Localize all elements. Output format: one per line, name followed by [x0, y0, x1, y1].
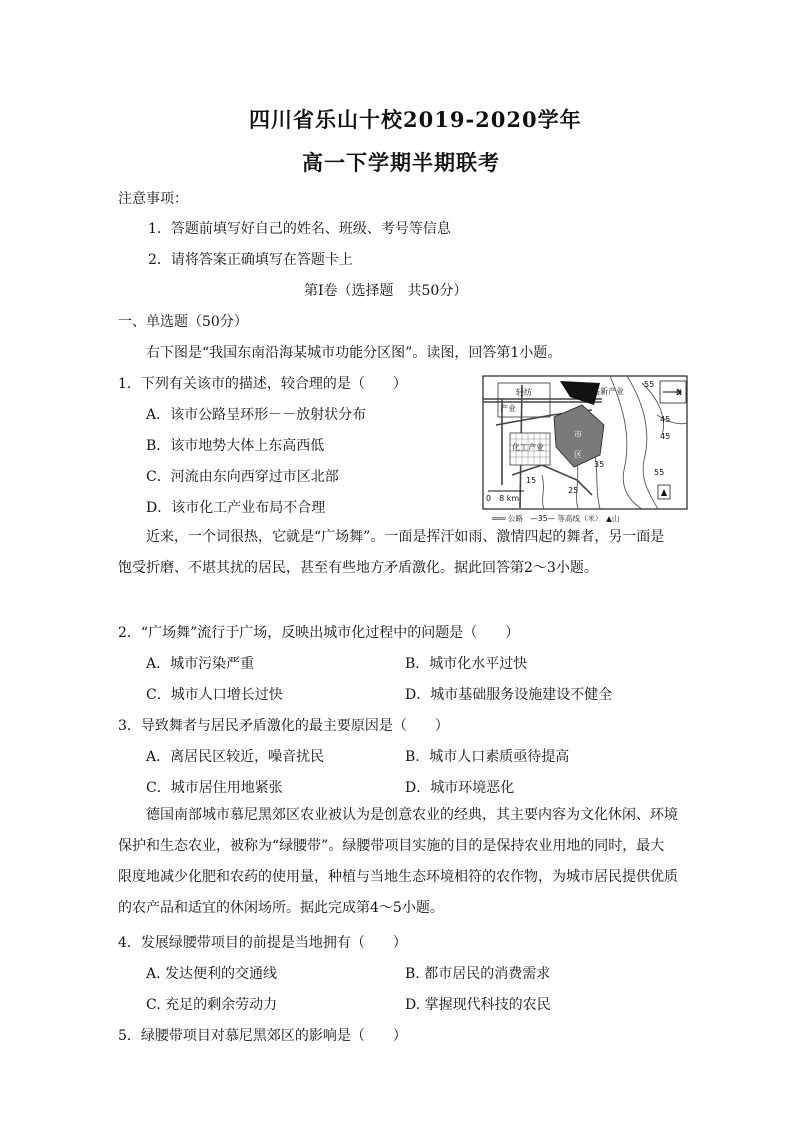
question-2-option-a: A．城市污染严重: [146, 656, 255, 672]
question-3-option-d: D．城市环境恶化: [405, 780, 515, 796]
question-1-option-a: A．该市公路呈环形－－放射状分布: [146, 407, 367, 423]
notice-heading: 注意事项：: [118, 191, 188, 207]
map-label-textile: 轻纺: [516, 388, 532, 397]
contour-label-55-top: 55: [644, 380, 655, 389]
question-1-option-b: B．该市地势大体上东高西低: [146, 438, 325, 454]
question-2-option-b: B．城市化水平过快: [405, 656, 528, 672]
question-2-option-c: C．城市人口增长过快: [146, 687, 283, 703]
notice-item-1: 1．答题前填写好自己的姓名、班级、考号等信息: [148, 221, 451, 237]
question-4-option-c: C. 充足的剩余劳动力: [146, 997, 278, 1013]
volume-title: 第Ⅰ卷（选择题 共50分）: [304, 283, 468, 299]
question-1-option-c: C．河流由东向西穿过市区北部: [146, 469, 339, 485]
question-3-option-c: C．城市居住用地紧张: [146, 780, 283, 796]
question-4-option-a: A. 发达便利的交通线: [146, 966, 278, 982]
map-label-hightech: 高新产业: [592, 387, 624, 396]
question-2-stem: 2．“广场舞”流行于广场，反映出城市化过程中的问题是（ ）: [118, 625, 520, 641]
map-label-north: N: [676, 388, 682, 397]
map-label-industry: 产业: [500, 404, 516, 413]
map-label-urban-1: 市: [574, 430, 582, 439]
map-label-chemical: 化工产业: [512, 443, 544, 452]
question-1-stem: 1．下列有关该市的描述，较合理的是（ ）: [118, 376, 407, 392]
question-4-stem: 4．发展绿腰带项目的前提是当地拥有（ ）: [118, 935, 407, 951]
question-2-option-d: D．城市基础服务设施建设不健全: [405, 687, 613, 703]
map-label-urban-2: 区: [574, 450, 582, 459]
contour-label-55-right: 55: [654, 468, 665, 477]
question-4-option-d: D. 掌握现代科技的农民: [405, 997, 551, 1013]
contour-label-15: 15: [526, 476, 537, 485]
exam-title-line1: 四川省乐山十校2019-2020学年: [249, 107, 582, 132]
contour-label-35: 35: [594, 460, 605, 469]
contour-label-45-a: 45: [660, 415, 671, 424]
intro-paragraph-2: [118, 522, 678, 584]
map-legend: ═══ 公路 —35— 等高线（米） ▲山: [492, 514, 620, 523]
section-title: 一、单选题（50分）: [118, 314, 248, 330]
notice-item-2: 2．请将答案正确填写在答题卡上: [148, 252, 353, 268]
intro-paragraph-2-text: 近来，一个词很热，它就是“广场舞”。一面是挥汗如雨、激情四起的舞者，另一面是饱受折磨、不堪其扰的居民，甚至有些地方矛盾激化。据此回答第2～3小题。: [118, 529, 665, 576]
intro-paragraph-3-text: 德国南部城市慕尼黑郊区农业被认为是创意农业的经典，其主要内容为文化休闲、环境保护和生态农业，被称为“绿腰带”。绿腰带项目实施的目的是保持农业用地的同时，最大限度地减少化肥和农药的使用量，种植与当地生态环境相符的农作物，为城市居民提供优质的农产品和适宜的休闲场所。据此完成第4～5小题。: [118, 807, 678, 916]
intro-paragraph-1: 右下图是“我国东南沿海某城市功能分区图”。读图，回答第1小题。: [146, 345, 562, 361]
exam-title-line2: 高一下学期半期联考: [302, 150, 500, 175]
intro-paragraph-3: [118, 800, 678, 924]
question-3-option-b: B．城市人口素质亟待提高: [405, 749, 570, 765]
map-scale-label: 0 8 km: [486, 494, 520, 503]
question-4-option-b: B. 都市居民的消费需求: [405, 966, 551, 982]
question-1-option-d: D．该市化工产业布局不合理: [146, 500, 326, 516]
city-function-map: [482, 375, 690, 525]
question-3-stem: 3．导致舞者与居民矛盾激化的最主要原因是（ ）: [118, 718, 449, 734]
contour-label-25: 25: [568, 486, 579, 495]
contour-label-45-b: 45: [660, 432, 671, 441]
question-3-option-a: A．离居民区较近，噪音扰民: [146, 749, 325, 765]
question-5-stem: 5．绿腰带项目对慕尼黑郊区的影响是（ ）: [118, 1028, 407, 1044]
